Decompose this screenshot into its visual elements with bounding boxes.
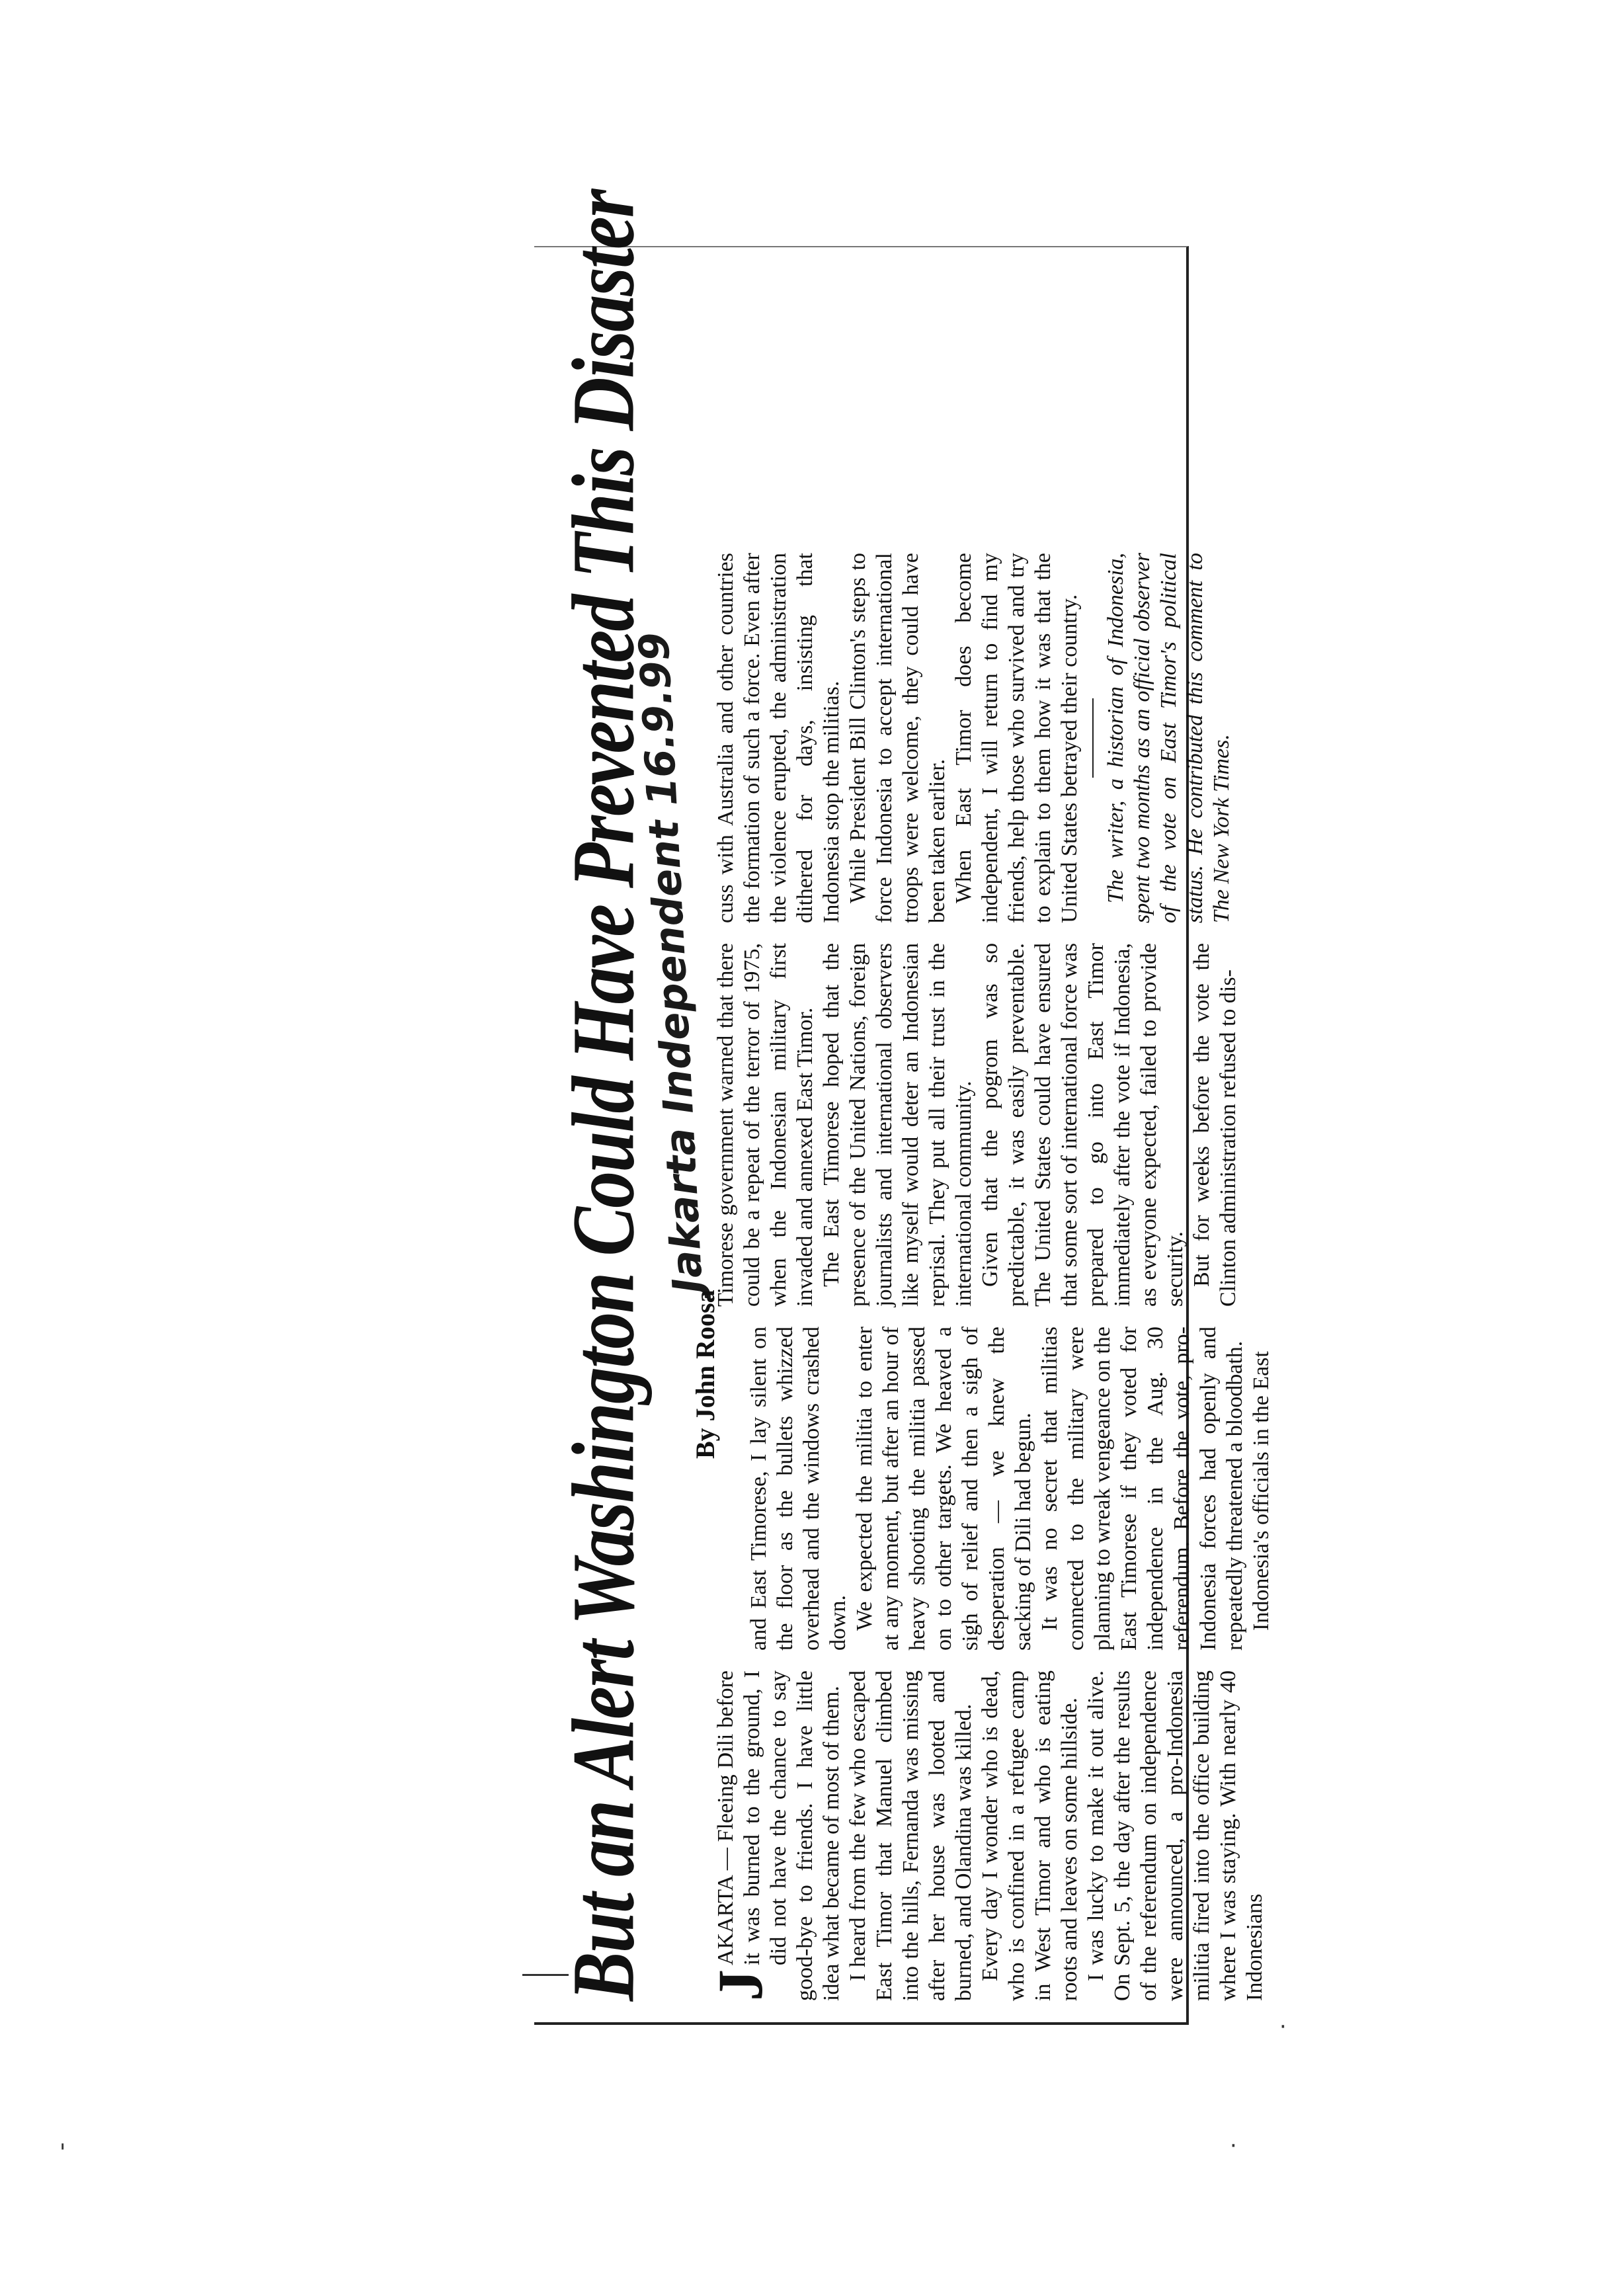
scan-speck: '	[60, 2139, 66, 2166]
paragraph: Given that the pogrom was so predictable, it was easily preventable. The United States could have ensured that some sort of international force was prepared to go into East Timor immediately after the vote if Indonesia, as everyone expected, failed to provide security.	[978, 943, 1187, 1307]
article-column-4	[713, 553, 1234, 923]
handwritten-annotation: Jakarta Independent 16.9.99	[629, 631, 713, 1295]
newspaper-clipping	[547, 190, 1273, 2001]
article-headline: But an Alert Washington Could Have Prevented This Disaster	[554, 190, 653, 2001]
paragraph: We expected the militia to enter at any moment, but after an hour of heavy shooting the militia passed on to other targets. We heaved a sigh of relief and then a sigh of desperation — we knew the sacking of Dili had begun.	[852, 1327, 1035, 1651]
article-column-3	[713, 943, 1240, 1307]
paragraph: Timorese government warned that there could be a repeat of the terror of 1975, when the Indonesian military first invaded and annexed East Timor.	[713, 943, 817, 1307]
paragraph	[705, 1670, 845, 2001]
paragraph: and East Timorese, I lay silent on the floor as the bullets whizzed overhead and the windows crashed down.	[746, 1327, 850, 1651]
scan-mark-rule	[522, 1974, 569, 1976]
scan-speck: ·	[1230, 2133, 1237, 2159]
author-credit: The writer, a historian of Indonesia, spent two months as an official observer of the vote on East Timor's political status. He contributed this comment to The New York Times.	[1104, 553, 1234, 923]
article-byline: By John Roosa	[690, 1290, 720, 1459]
scan-speck: ·	[1279, 2014, 1287, 2040]
paragraph-text: AKARTA — Fleeing Dili before it was burned to the ground, I did not have the chance to say good-bye to friends. I have little idea what became of most of them.	[713, 1670, 844, 2001]
paragraph: Indonesia's officials in the East	[1249, 1351, 1273, 1631]
drop-cap: J	[705, 1969, 776, 2001]
paragraph: It was no secret that militias connected to the military were planning to wreak vengeance on the East Timorese if they voted for independence in the Aug. 30 referendum. Before the vote, pro-Indonesia forces had openly and repeatedly threatened a bloodbath.	[1037, 1327, 1247, 1651]
paragraph: When East Timor does become independent, I will return to find my friends, help those who survived and try to explain to them how it was that the United States betrayed their country.	[951, 553, 1082, 923]
paragraph: But for weeks before the vote the Clinton administration refused to dis-	[1189, 943, 1240, 1307]
paragraph: While President Bill Clinton's steps to force Indonesia to accept international troops were welcome, they could have been taken earlier.	[846, 553, 949, 923]
article-column-1	[705, 1670, 1267, 2001]
paragraph: The East Timorese hoped that the presence of the United Nations, foreign journalists and international observers like myself would deter an Indonesian reprisal. They put all their trust in the international community.	[819, 943, 976, 1307]
divider-rule	[1092, 698, 1094, 778]
paragraph: cuss with Australia and other countries the formation of such a force. Even after the violence erupted, the administration dithered for days, insisting that Indonesia stop the militias.	[713, 553, 844, 923]
article-column-2	[746, 1327, 1273, 1651]
paragraph: I was lucky to make it out alive. On Sept. 5, the day after the results of the referendum on independence were announced, a pro-Indonesia militia fired into the office building where I was staying. With nearly 40 Indonesians	[1084, 1670, 1267, 2001]
paragraph: Every day I wonder who is dead, who is confined in a refugee camp in West Timor and who is eating roots and leaves on some hillside.	[978, 1670, 1082, 2001]
paragraph: I heard from the few who escaped East Timor that Manuel climbed into the hills, Fernanda was missing after her house was looted and burned, and Olandina was killed.	[846, 1670, 976, 2001]
